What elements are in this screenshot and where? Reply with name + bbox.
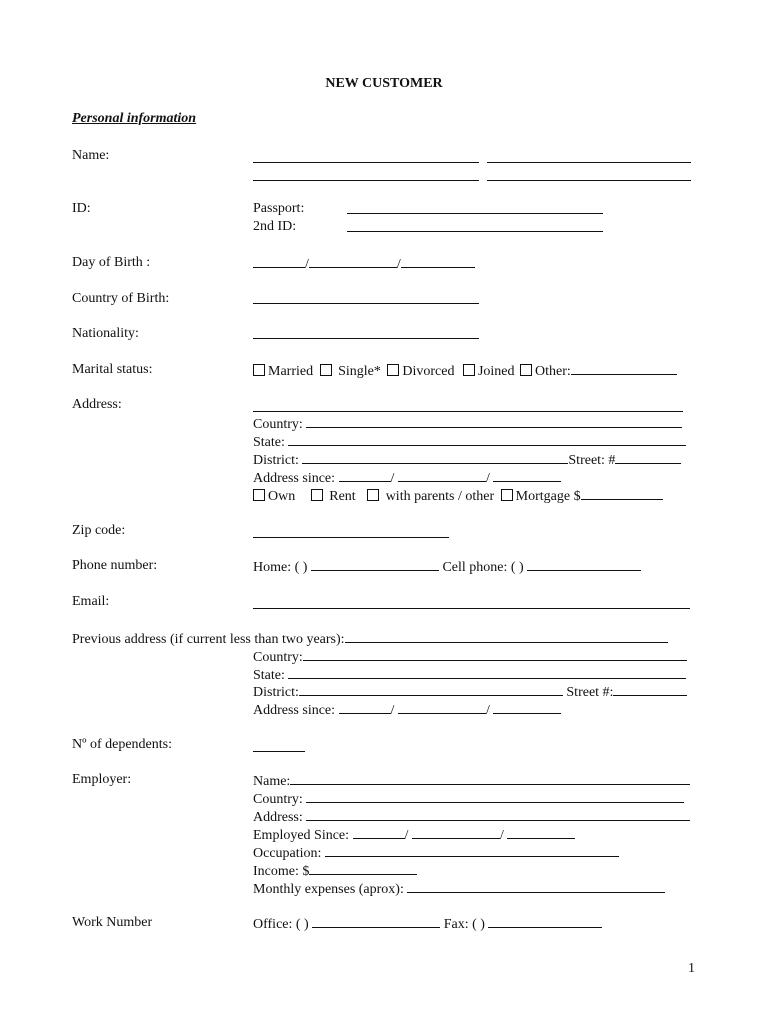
address-line-field[interactable] (253, 398, 683, 412)
phone-row (253, 557, 641, 577)
employer-country-label: Country: (253, 792, 303, 807)
address-since-month[interactable] (398, 468, 486, 482)
country-of-birth-field[interactable] (253, 290, 479, 304)
dob-field (253, 254, 475, 274)
state-label: State: (253, 435, 285, 450)
parents-checkbox[interactable] (367, 489, 379, 501)
address-country-field[interactable] (306, 414, 682, 428)
email-label: Email: (72, 594, 110, 609)
home-phone-label: Home: ( ) (253, 560, 308, 575)
nationality-label: Nationality: (72, 326, 139, 341)
occupation-field[interactable] (325, 843, 619, 857)
dependents-field[interactable] (253, 738, 305, 752)
employer-name-field[interactable] (290, 771, 690, 785)
phone-label: Phone number: (72, 558, 158, 573)
address-country-row (253, 414, 682, 434)
passport-label: Passport: (253, 201, 305, 216)
second-last-name-field[interactable] (487, 167, 691, 181)
home-phone-field[interactable] (311, 557, 439, 571)
dob-day-field[interactable] (253, 254, 305, 268)
expenses-label: Monthly expenses (aprox): (253, 882, 404, 897)
district-label: District: (253, 685, 299, 700)
rent-label: Rent (325, 489, 356, 504)
section-heading: Personal information (72, 111, 197, 126)
work-number-label: Work Number (72, 915, 153, 930)
other-label: Other: (535, 364, 571, 379)
address-since-label: Address since: (253, 703, 336, 718)
address-label: Address: (72, 397, 122, 412)
employer-address-label: Address: (253, 810, 303, 825)
occupation-label: Occupation: (253, 846, 322, 861)
single-checkbox[interactable] (320, 364, 332, 376)
country-of-birth-label: Country of Birth: (72, 291, 170, 306)
joined-label: Joined (477, 364, 515, 379)
employer-name-row (253, 771, 690, 791)
zip-code-label: Zip code: (72, 523, 126, 538)
last-name-field[interactable] (253, 167, 479, 181)
expenses-field[interactable] (407, 879, 665, 893)
income-row (253, 861, 417, 881)
middle-name-field[interactable] (487, 149, 691, 163)
country-label: Country: (253, 650, 303, 665)
parents-label: with parents / other (382, 489, 495, 504)
email-field[interactable] (253, 595, 690, 609)
prev-country-row (253, 647, 687, 667)
address-since-year[interactable] (493, 468, 561, 482)
marital-status-options (253, 361, 677, 381)
date-slash: / (485, 471, 490, 486)
prev-district-field[interactable] (299, 682, 563, 696)
address-since-day[interactable] (339, 468, 391, 482)
office-field[interactable] (312, 914, 440, 928)
dependents-label: Nº of dependents: (72, 737, 172, 752)
other-marital-field[interactable] (571, 361, 677, 375)
date-slash: / (485, 703, 490, 718)
address-district-row (253, 450, 681, 470)
address-district-field[interactable] (302, 450, 568, 464)
dob-label: Day of Birth : (72, 255, 151, 270)
prev-since-year[interactable] (493, 700, 561, 714)
mortgage-field[interactable] (581, 486, 663, 500)
rent-checkbox[interactable] (311, 489, 323, 501)
office-label: Office: ( ) (253, 917, 309, 932)
country-label: Country: (253, 417, 303, 432)
income-label: Income: $ (253, 864, 310, 879)
date-slash: / (404, 828, 409, 843)
prev-state-field[interactable] (288, 665, 686, 679)
name-label: Name: (72, 148, 110, 163)
mortgage-checkbox[interactable] (501, 489, 513, 501)
fax-label: Fax: ( ) (443, 917, 485, 932)
employed-since-row (253, 825, 575, 845)
single-label: Single* (334, 364, 381, 379)
divorced-label: Divorced (402, 364, 455, 379)
married-checkbox[interactable] (253, 364, 265, 376)
prev-since-row (253, 700, 561, 720)
dob-slash: / (396, 257, 401, 272)
previous-address-label: Previous address (if current less than two years): (72, 632, 345, 647)
employer-country-row (253, 789, 684, 809)
employed-since-month[interactable] (412, 825, 500, 839)
employed-since-label: Employed Since: (253, 828, 350, 843)
divorced-checkbox[interactable] (387, 364, 399, 376)
mortgage-label: Mortgage $ (515, 489, 581, 504)
employed-since-year[interactable] (507, 825, 575, 839)
street-label: Street: # (568, 453, 616, 468)
employer-country-field[interactable] (306, 789, 684, 803)
prev-district-row (253, 682, 687, 702)
employer-address-row (253, 807, 690, 827)
previous-address-row (72, 629, 668, 649)
expenses-row (253, 879, 665, 899)
prev-since-day[interactable] (339, 700, 391, 714)
address-since-label: Address since: (253, 471, 336, 486)
second-id-label: 2nd ID: (253, 219, 297, 234)
dob-slash: / (305, 257, 309, 272)
date-slash: / (499, 828, 504, 843)
fax-field[interactable] (488, 914, 602, 928)
joined-checkbox[interactable] (463, 364, 475, 376)
prev-street-field[interactable] (613, 682, 687, 696)
own-checkbox[interactable] (253, 489, 265, 501)
address-state-row (253, 432, 686, 452)
address-state-field[interactable] (288, 432, 686, 446)
street-label: Street #: (562, 685, 614, 700)
employer-label: Employer: (72, 772, 132, 787)
housing-options (253, 486, 663, 506)
district-label: District: (253, 453, 299, 468)
income-field[interactable] (309, 861, 417, 875)
employer-address-field[interactable] (306, 807, 690, 821)
other-checkbox[interactable] (520, 364, 532, 376)
occupation-row (253, 843, 619, 863)
work-number-row (253, 914, 602, 934)
cell-phone-label: Cell phone: ( ) (442, 560, 524, 575)
page-number: 1 (688, 961, 695, 976)
date-slash: / (390, 703, 395, 718)
id-label: ID: (72, 201, 91, 216)
passport-field[interactable] (347, 200, 603, 214)
own-label: Own (268, 489, 296, 504)
dob-month-field[interactable] (309, 254, 397, 268)
prev-since-month[interactable] (398, 700, 486, 714)
married-label: Married (268, 364, 314, 379)
first-name-field[interactable] (253, 149, 479, 163)
name-row-2 (253, 167, 691, 187)
employer-name-label: Name: (253, 774, 291, 789)
employed-since-day[interactable] (353, 825, 405, 839)
page-title: NEW CUSTOMER (325, 76, 443, 91)
name-row-1 (253, 149, 691, 169)
zip-code-field[interactable] (253, 524, 449, 538)
prev-country-field[interactable] (303, 647, 687, 661)
address-street-field[interactable] (615, 450, 681, 464)
second-id-field[interactable] (347, 218, 603, 232)
marital-status-label: Marital status: (72, 362, 153, 377)
previous-address-field[interactable] (345, 629, 668, 643)
dob-year-field[interactable] (401, 254, 475, 268)
date-slash: / (390, 471, 395, 486)
nationality-field[interactable] (253, 325, 479, 339)
address-since-row (253, 468, 561, 488)
cell-phone-field[interactable] (527, 557, 641, 571)
state-label: State: (253, 668, 285, 683)
